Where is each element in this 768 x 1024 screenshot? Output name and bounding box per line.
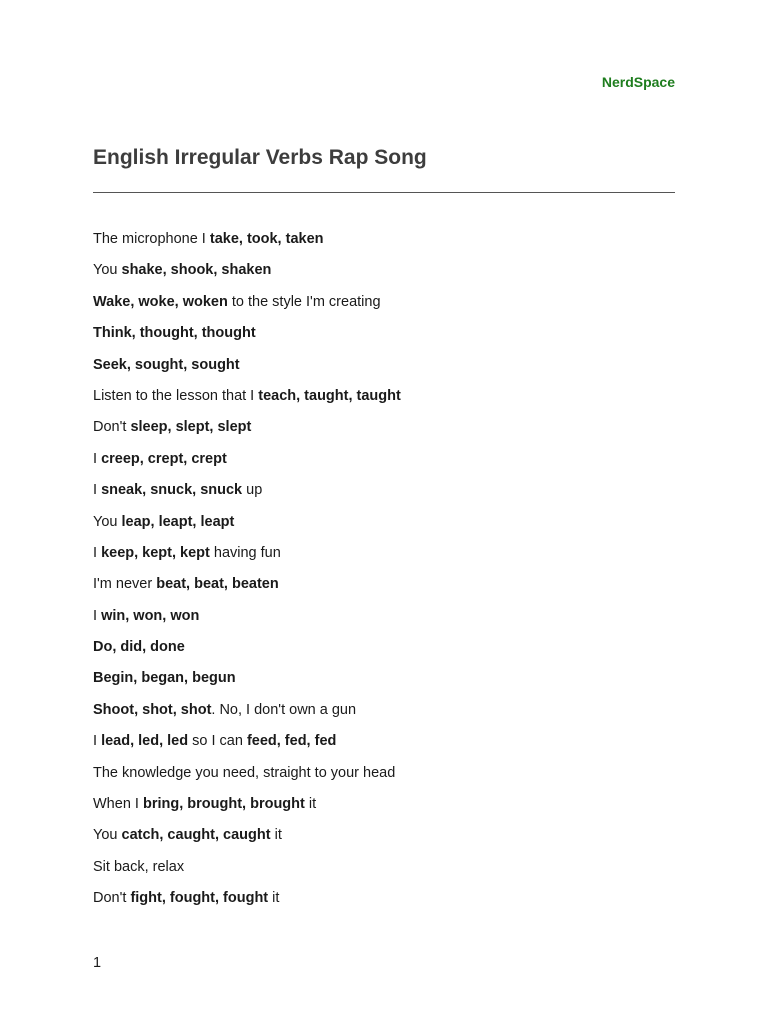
verb-forms: take, took, taken (209, 231, 324, 247)
verb-forms: feed, fed, fed (246, 733, 337, 750)
lyric-line (93, 573, 675, 604)
verb-forms: sneak, snuck, snuck (101, 482, 243, 499)
verb-forms: Do, did, done (93, 639, 185, 656)
lyric-line (93, 856, 675, 887)
verb-forms: beat, beat, beaten (156, 576, 279, 593)
lyric-line (93, 667, 675, 698)
lyric-line (93, 291, 675, 322)
verb-forms: fight, fought, fought (130, 890, 269, 907)
verb-forms: sleep, slept, slept (130, 419, 252, 436)
lyric-line (93, 259, 675, 290)
verb-forms: catch, caught, caught (121, 827, 271, 844)
lyric-text: I (93, 607, 102, 624)
lyric-line (93, 636, 675, 667)
lyric-line (93, 511, 675, 542)
lyric-line (93, 699, 675, 730)
verb-forms: win, won, won (101, 607, 200, 624)
lyric-text: to the style I'm creating (227, 293, 381, 310)
lyric-text: I (93, 544, 102, 561)
verb-forms: Begin, began, begun (93, 670, 236, 687)
lyric-line (93, 479, 675, 510)
lyric-line (93, 542, 675, 573)
lyric-text: When I (93, 796, 143, 813)
lyric-line (93, 793, 675, 824)
verb-forms: Think, thought, thought (93, 325, 256, 342)
lyric-line (93, 354, 675, 385)
lyric-text: I'm never (93, 576, 157, 593)
page-title: English Irregular Verbs Rap Song (93, 146, 427, 169)
verb-forms: leap, leapt, leapt (121, 513, 235, 530)
lyric-line (93, 228, 675, 259)
lyric-text: it (268, 890, 280, 907)
lyric-text: so I can (188, 733, 247, 750)
lyric-line (93, 824, 675, 855)
page-number: 1 (93, 955, 102, 971)
verb-forms: creep, crept, crept (101, 450, 227, 467)
lyric-text: Listen to the lesson that I (93, 387, 259, 404)
lyric-line (93, 416, 675, 447)
lyric-line (93, 322, 675, 353)
lyric-text: Don't (93, 419, 131, 436)
lyric-text: Sit back, relax (93, 858, 185, 875)
lyric-text: . No, I don't own a gun (211, 701, 357, 718)
lyric-text: I (93, 733, 102, 750)
lyric-line (93, 385, 675, 416)
brand-logo-text: NerdSpace (601, 74, 675, 90)
lyric-line (93, 887, 675, 918)
lyric-line (93, 762, 675, 793)
lyric-text: You (93, 513, 122, 530)
title-divider (93, 192, 675, 193)
lyric-text: Don't (93, 890, 131, 907)
lyric-text: I (93, 482, 102, 499)
lyric-text: You (93, 827, 122, 844)
verb-forms: Seek, sought, sought (93, 356, 240, 373)
lyrics-list (93, 228, 675, 919)
lyric-text: The microphone I (93, 231, 210, 247)
lyric-text: You (93, 262, 122, 279)
lyric-text: it (304, 796, 317, 813)
verb-forms: teach, taught, taught (258, 387, 401, 404)
lyric-line (93, 605, 675, 636)
verb-forms: keep, kept, kept (101, 544, 210, 561)
lyric-line (93, 448, 675, 479)
lyric-text: The knowledge you need, straight to your head (93, 764, 396, 781)
lyric-line (93, 730, 675, 761)
lyric-text: having fun (209, 544, 281, 561)
verb-forms: bring, brought, brought (142, 796, 305, 813)
lyric-text: it (270, 827, 282, 844)
verb-forms: Shoot, shot, shot (93, 701, 212, 718)
verb-forms: lead, led, led (101, 733, 189, 750)
verb-forms: Wake, woke, woken (93, 293, 228, 310)
lyric-text: I (93, 450, 102, 467)
lyric-text: up (242, 482, 263, 499)
verb-forms: shake, shook, shaken (121, 262, 272, 279)
